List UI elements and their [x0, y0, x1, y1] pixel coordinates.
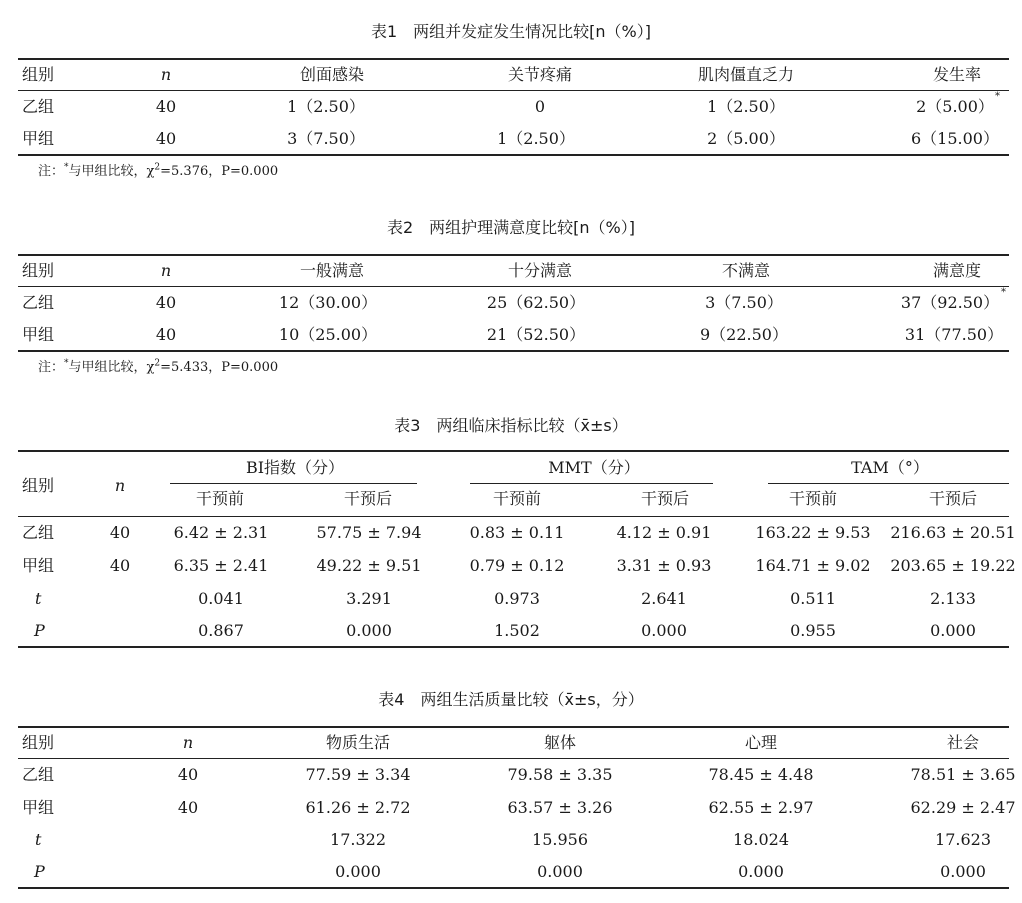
table4-header-physical: 躯体	[543, 733, 577, 752]
table2-row1-cell: 12（30.00）	[278, 293, 378, 312]
table3-t-cell: 3.291	[346, 589, 392, 608]
table1-row1-cell: 2（5.00）	[916, 97, 994, 116]
table3-subheader-after: 干预后	[343, 489, 393, 508]
table1-header-n: n	[160, 65, 172, 84]
table3-header-group: 组别	[22, 476, 55, 495]
table4-row1-cell: 79.58 ± 3.35	[507, 765, 613, 784]
table3-p-label: P	[34, 621, 45, 640]
table3-t-cell: 2.641	[641, 589, 687, 608]
table1-header-muscle-stiffness: 肌肉僵直乏力	[697, 65, 795, 84]
table3-p-cell: 0.867	[198, 621, 244, 640]
table2-row2-group: 甲组	[22, 325, 55, 344]
table3-row1-cell: 216.63 ± 20.51	[890, 523, 1016, 542]
table3-t-label: t	[35, 589, 42, 608]
table3-group-tam: TAM（°）	[851, 458, 929, 477]
table1-row2-n: 40	[155, 129, 177, 148]
table2-header-very-satisfied: 十分满意	[507, 261, 573, 280]
table4-header-material-life: 物质生活	[325, 733, 391, 752]
table2-row1-n: 40	[155, 293, 177, 312]
table4-header-psychological: 心理	[744, 733, 778, 752]
table1-header-rule	[18, 90, 1009, 91]
table3-row1-group: 乙组	[22, 523, 55, 542]
table4-row2-cell: 62.29 ± 2.47	[910, 798, 1016, 817]
table1-row2-cell: 2（5.00）	[707, 129, 785, 148]
table2-significance-mark: *	[1001, 287, 1006, 298]
table1-row1-cell: 1（2.50）	[287, 97, 365, 116]
table3-title: 表3 两组临床指标比较（x̄±s）	[394, 416, 628, 435]
table2-row2-cell: 31（77.50）	[904, 325, 1004, 344]
table3-p-cell: 0.955	[790, 621, 836, 640]
table3-t-cell: 0.511	[790, 589, 836, 608]
table1-row1-cell: 1（2.50）	[707, 97, 785, 116]
table4-t-cell: 15.956	[532, 830, 588, 849]
table4-row1-cell: 78.51 ± 3.65	[910, 765, 1016, 784]
table3-row2-cell: 164.71 ± 9.02	[755, 556, 871, 575]
table4-header-rule	[18, 758, 1009, 759]
table3-row2-cell: 203.65 ± 19.22	[890, 556, 1016, 575]
table4-p-cell: 0.000	[738, 862, 784, 881]
table1-note: 注：*与甲组比较，$\chi^2=5.376$，P=0.000	[38, 162, 279, 179]
table4-row2-group: 甲组	[22, 798, 55, 817]
table3-row1-cell: 4.12 ± 0.91	[616, 523, 712, 542]
table3-t-cell: 0.973	[494, 589, 540, 608]
table3-row1-cell: 163.22 ± 9.53	[755, 523, 871, 542]
table2-bottom-rule	[18, 350, 1009, 352]
table3-subheader-after: 干预后	[928, 489, 978, 508]
table1-row2-group: 甲组	[22, 129, 55, 148]
table3-row2-cell: 6.35 ± 2.41	[173, 556, 269, 575]
table3-row2-cell: 0.79 ± 0.12	[469, 556, 565, 575]
table3-row2-cell: 3.31 ± 0.93	[616, 556, 712, 575]
table4-p-cell: 0.000	[940, 862, 986, 881]
table3-row2-n: 40	[109, 556, 131, 575]
table4-bottom-rule	[18, 887, 1009, 889]
table3-subheader-after: 干预后	[640, 489, 690, 508]
table2-row2-cell: 9（22.50）	[700, 325, 788, 344]
table3-group-rule-bi	[170, 483, 417, 484]
table4-t-cell: 17.623	[935, 830, 991, 849]
table4-row2-cell: 62.55 ± 2.97	[708, 798, 814, 817]
table2-row1-cell: 25（62.50）	[486, 293, 586, 312]
table1-row2-cell: 1（2.50）	[497, 129, 575, 148]
table4-p-cell: 0.000	[335, 862, 381, 881]
table4-row1-cell: 78.45 ± 4.48	[708, 765, 814, 784]
table4-header-n: n	[182, 733, 194, 752]
table4-t-cell: 17.322	[330, 830, 386, 849]
table3-row1-cell: 57.75 ± 7.94	[316, 523, 422, 542]
table2-header-n: n	[160, 261, 172, 280]
table2-row1-group: 乙组	[22, 293, 55, 312]
table2-header-unsatisfied: 不满意	[721, 261, 771, 280]
table4-top-rule	[18, 726, 1009, 728]
table2-top-rule	[18, 254, 1009, 256]
table1-row2-cell: 3（7.50）	[287, 129, 365, 148]
table4-row2-n: 40	[177, 798, 199, 817]
table3-p-cell: 0.000	[930, 621, 976, 640]
table4-p-cell: 0.000	[537, 862, 583, 881]
table3-subheader-before: 干预前	[492, 489, 542, 508]
table2-header-rule	[18, 286, 1009, 287]
table4-row1-group: 乙组	[22, 765, 55, 784]
table1-row1-n: 40	[155, 97, 177, 116]
table3-row2-group: 甲组	[22, 556, 55, 575]
table3-t-cell: 0.041	[198, 589, 244, 608]
table2-note: 注：*与甲组比较，$\chi^2=5.433$，P=0.000	[38, 358, 279, 375]
table2-title: 表2 两组护理满意度比较[n（%）]	[386, 218, 635, 237]
table1-row1-group: 乙组	[22, 97, 55, 116]
table1-row2-cell: 6（15.00）	[911, 129, 999, 148]
table1-top-rule	[18, 58, 1009, 60]
table3-bottom-rule	[18, 646, 1009, 648]
table2-row1-cell: 3（7.50）	[705, 293, 783, 312]
table4-p-label: P	[34, 862, 45, 881]
table2-row2-cell: 10（25.00）	[278, 325, 378, 344]
table3-row1-n: 40	[109, 523, 131, 542]
table1-significance-mark: *	[995, 91, 1000, 102]
table4-row2-cell: 63.57 ± 3.26	[507, 798, 613, 817]
table3-p-cell: 1.502	[494, 621, 540, 640]
table1-header-incidence: 发生率	[932, 65, 982, 84]
table4-t-cell: 18.024	[733, 830, 789, 849]
table3-row1-cell: 6.42 ± 2.31	[173, 523, 269, 542]
table4-t-label: t	[35, 830, 42, 849]
table3-header-n: n	[114, 476, 126, 495]
table2-row2-n: 40	[155, 325, 177, 344]
table3-row1-cell: 0.83 ± 0.11	[469, 523, 565, 542]
table3-group-mmt: MMT（分）	[548, 458, 640, 477]
table1-row1-cell: 0	[534, 97, 546, 116]
table3-group-rule-tam	[768, 483, 1009, 484]
table3-p-cell: 0.000	[641, 621, 687, 640]
table3-p-cell: 0.000	[346, 621, 392, 640]
table2-header-general-satisfied: 一般满意	[299, 261, 365, 280]
table2-header-satisfaction: 满意度	[932, 261, 982, 280]
table1-header-wound-infection: 创面感染	[299, 65, 365, 84]
table3-subheader-before: 干预前	[788, 489, 838, 508]
table4-row1-n: 40	[177, 765, 199, 784]
table4-row1-cell: 77.59 ± 3.34	[305, 765, 411, 784]
table1-title: 表1 两组并发症发生情况比较[n（%）]	[370, 22, 651, 41]
table3-header-rule	[18, 516, 1009, 517]
table2-row2-cell: 21（52.50）	[486, 325, 586, 344]
table4-row2-cell: 61.26 ± 2.72	[305, 798, 411, 817]
table4-header-social: 社会	[946, 733, 980, 752]
table3-t-cell: 2.133	[930, 589, 976, 608]
table4-title: 表4 两组生活质量比较（x̄±s，分）	[378, 690, 644, 709]
table1-bottom-rule	[18, 154, 1009, 156]
table3-group-rule-mmt	[470, 483, 713, 484]
table1-header-joint-pain: 关节疼痛	[507, 65, 573, 84]
table1-header-group: 组别	[22, 65, 55, 84]
table4-header-group: 组别	[22, 733, 55, 752]
table2-header-group: 组别	[22, 261, 55, 280]
table3-row2-cell: 49.22 ± 9.51	[316, 556, 422, 575]
table2-row1-cell: 37（92.50）	[900, 293, 1000, 312]
table3-group-bi-index: BI指数（分）	[245, 458, 345, 477]
table3-subheader-before: 干预前	[195, 489, 245, 508]
table3-top-rule	[18, 450, 1009, 452]
